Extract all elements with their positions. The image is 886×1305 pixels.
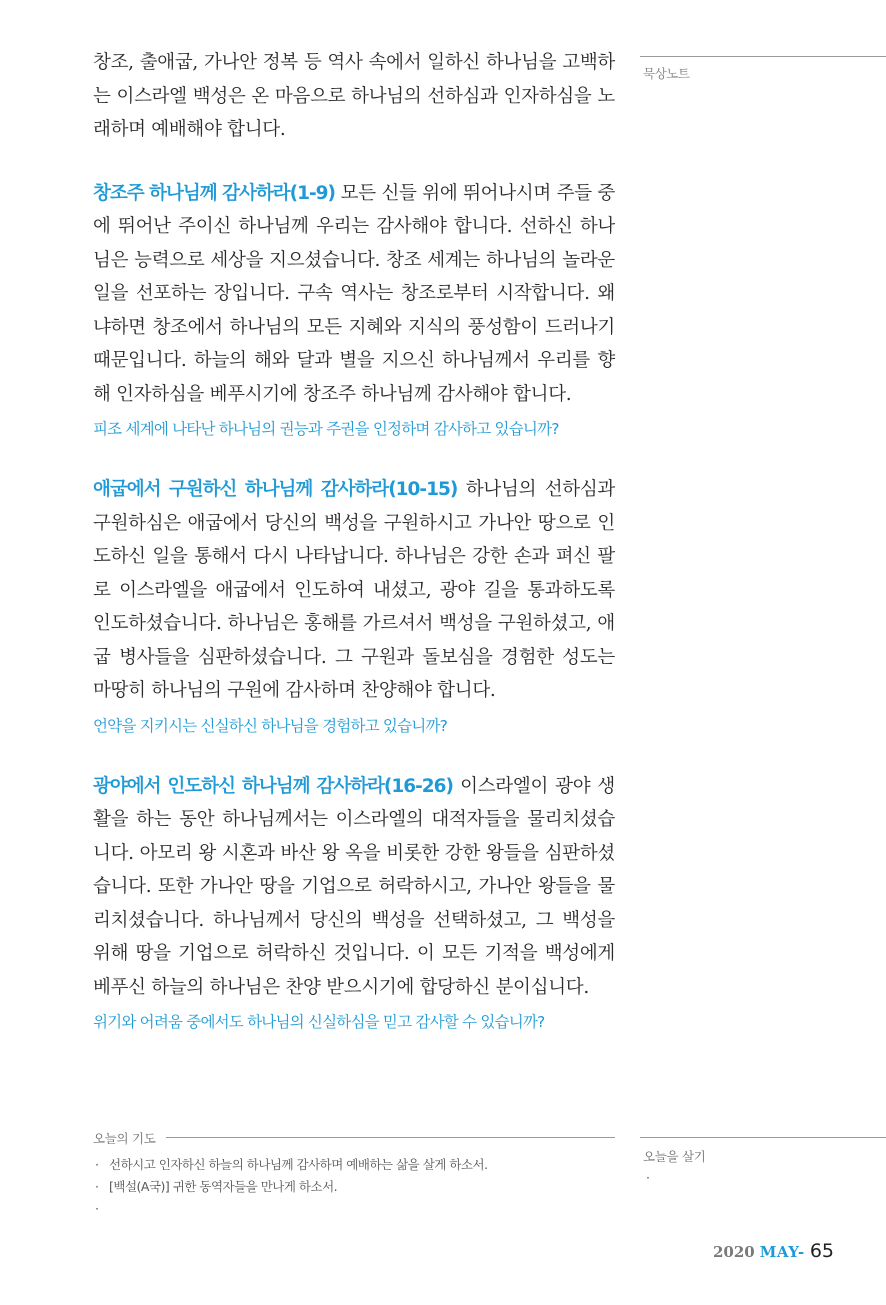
page-footer	[713, 1240, 834, 1262]
sidebar-divider	[640, 56, 886, 57]
section-heading: 창조주 하나님께 감사하라(1-9)	[93, 182, 335, 204]
page-number: 65	[809, 1240, 834, 1262]
section-heading: 애굽에서 구원하신 하나님께 감사하라(10-15)	[93, 479, 458, 500]
section-body: 하나님의 선하심과 구원하심은 애굽에서 당신의 백성을 구원하시고 가나안 땅으로 인도하신 일을 통해서 다시 나타납니다. 하나님은 강한 손과 펴신 팔로 이스라엘을 애굽에서 인도하여 내셨고, 광야 길을 통과하도록 인도하셨습니다. 하나님은 홍해를 가르셔서 백성을 구원하셨고, 애굽 병사들을 심판하셨습니다. 그 구원과 돌보심을 경험한 성도는 마땅히 하나님의 구원에 감사하며 찬양해야 합니다.	[93, 479, 615, 701]
main-content	[93, 46, 615, 1036]
prayer-item	[95, 1155, 488, 1177]
living-divider	[640, 1137, 886, 1138]
footer-year: 2020	[712, 1243, 755, 1261]
bullet: ·	[95, 1157, 99, 1172]
section-body: 모든 신들 위에 뛰어나시며 주들 중에 뛰어난 주이신 하나님께 우리는 감사해야 합니다. 선하신 하나님은 능력으로 세상을 지으셨습니다. 창조 세계는 하나님의 놀라운 일을 선포하는 장입니다. 구속 역사는 창조로부터 시작합니다. 왜냐하면 창조에서 하나님의 모든 지혜와 지식의 풍성함이 드러나기 때문입니다. 하늘의 해와 달과 별을 지으신 하나님께서 우리를 향해 인자하심을 베푸시기에 창조주 하나님께 감사해야 합니다.	[93, 182, 616, 405]
section-paragraph	[93, 770, 615, 1005]
footer-month: MAY-	[759, 1243, 805, 1261]
section-wilderness	[93, 770, 615, 1037]
prayer-text: 선하시고 인자하신 하늘의 하나님께 감사하며 예배하는 삶을 살게 하소서.	[109, 1157, 488, 1172]
reflection-question: 피조 세계에 나타난 하나님의 권능과 주권을 인정하며 감사하고 있습니까?	[93, 420, 559, 438]
section-body: 이스라엘이 광야 생활을 하는 동안 하나님께서는 이스라엘의 대적자들을 물리치셨습니다. 아모리 왕 시혼과 바산 왕 옥을 비롯한 강한 왕들을 심판하셨습니다. 또한 가나안 땅을 기업으로 허락하시고, 가나안 왕들을 물리치셨습니다. 하나님께서 당신의 백성을 선택하셨고, 그 백성을 위해 땅을 기업으로 허락하신 것입니다. 이 모든 기적을 백성에게 베푸신 하늘의 하나님은 찬양 받으시기에 합당하신 분이십니다.	[93, 775, 615, 998]
living-bullet: ·	[646, 1170, 650, 1185]
prayer-divider	[93, 1137, 615, 1138]
section-exodus	[93, 473, 615, 740]
living-title: 오늘을 살기	[643, 1149, 706, 1164]
bullet: ·	[95, 1201, 99, 1216]
prayer-list	[95, 1155, 488, 1221]
bullet: ·	[95, 1179, 99, 1194]
meditation-note-label: 묵상노트	[643, 66, 690, 81]
section-heading: 광야에서 인도하신 하나님께 감사하라(16-26)	[93, 775, 454, 797]
reflection-question: 위기와 어려움 중에서도 하나님의 신실하심을 믿고 감사할 수 있습니까?	[93, 1013, 545, 1031]
reflection-question: 언약을 지키시는 신실하신 하나님을 경험하고 있습니까?	[93, 716, 448, 735]
prayer-item	[95, 1199, 488, 1221]
prayer-item	[95, 1177, 488, 1199]
section-creation	[93, 177, 615, 444]
section-paragraph	[93, 177, 615, 412]
prayer-title: 오늘의 기도	[93, 1129, 166, 1147]
prayer-text: [백설(A국)] 귀한 동역자들을 만나게 하소서.	[109, 1179, 338, 1194]
intro-paragraph: 창조, 출애굽, 가나안 정복 등 역사 속에서 일하신 하나님을 고백하는 이스라엘 백성은 온 마음으로 하나님의 선하심과 인자하심을 노래하며 예배해야 합니다.	[93, 52, 615, 140]
section-paragraph	[93, 473, 615, 708]
